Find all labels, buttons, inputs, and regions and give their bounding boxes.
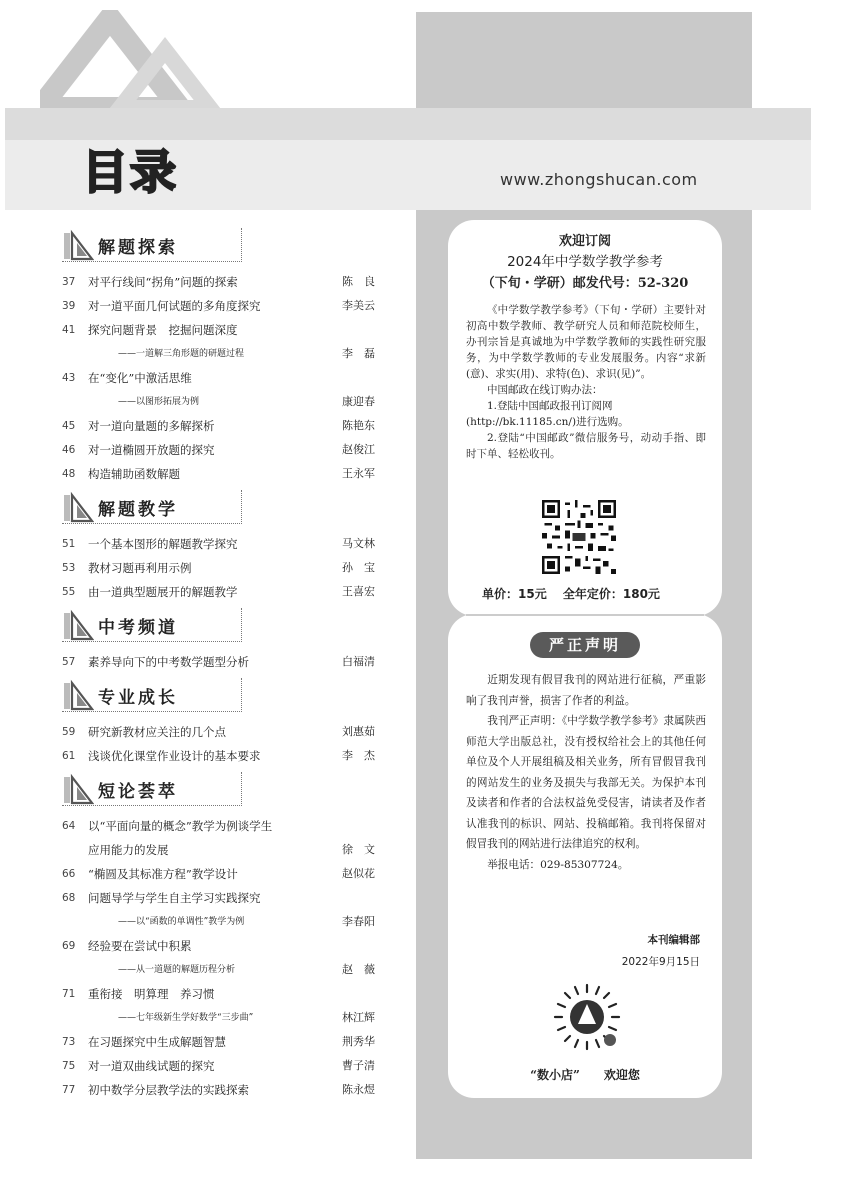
page-number: 57: [62, 656, 76, 668]
article-title: 由一道典型题展开的解题教学: [88, 585, 238, 599]
page-number: 59: [62, 726, 76, 738]
toc-entry[interactable]: [62, 910, 382, 934]
toc-entry[interactable]: [62, 1078, 382, 1102]
article-author: 白福清: [342, 655, 375, 668]
toc-entry[interactable]: [62, 982, 382, 1006]
journal-name: 2024年中学数学教学参考: [507, 254, 663, 270]
notice-date: 2022年9月15日: [621, 956, 700, 968]
price-info: 单价：15元 全年定价：180元: [482, 587, 660, 601]
article-title: 经验要在尝试中积累: [88, 939, 192, 953]
article-author: 曹子清: [342, 1059, 375, 1072]
article-title: ——从一道题的解题历程分析: [118, 965, 236, 975]
article-title: “椭圆及其标准方程”教学设计: [88, 867, 238, 881]
article-title: 应用能力的发展: [88, 843, 169, 857]
article-author: 徐 文: [342, 843, 375, 856]
article-author: 孙 宝: [342, 561, 375, 574]
article-title: 对一道椭圆开放题的探究: [88, 443, 215, 457]
toc-entry[interactable]: [62, 814, 382, 838]
article-author: 陈永煜: [342, 1083, 375, 1096]
page-number: 77: [62, 1084, 76, 1096]
article-title: 教材习题再利用示例: [88, 561, 192, 575]
notice-body: [466, 670, 706, 875]
article-author: 林江辉: [342, 1011, 375, 1024]
article-author: 李春阳: [342, 915, 375, 928]
article-author: 马文林: [342, 537, 375, 550]
page-number: 39: [62, 300, 76, 312]
section-title: 专业成长: [98, 688, 178, 708]
article-title: 对一道平面几何试题的多角度探究: [88, 299, 261, 313]
toc-entry[interactable]: [62, 390, 382, 414]
toc-entry[interactable]: [62, 886, 382, 910]
article-author: 荆秀华: [342, 1035, 375, 1048]
article-title: 初中数学分层教学法的实践探索: [88, 1083, 249, 1097]
page-number: 71: [62, 988, 76, 1000]
section-heading: [62, 608, 382, 642]
article-title: 问题导学与学生自主学习实践探究: [88, 891, 261, 905]
article-title: ——以图形拓展为例: [118, 397, 200, 407]
article-title: 重衔接 明算理 养习惯: [88, 987, 215, 1001]
article-author: 陈 良: [342, 275, 375, 288]
page-number: 55: [62, 586, 76, 598]
section-heading: [62, 490, 382, 524]
article-title: 以“平面向量的概念”教学为例谈学生: [88, 819, 273, 833]
article-author: 赵 薇: [342, 963, 375, 976]
toc-entry[interactable]: [62, 862, 382, 886]
subscribe-heading: 欢迎订阅: [558, 234, 611, 249]
toc-entry[interactable]: [62, 958, 382, 982]
toc-entry[interactable]: [62, 744, 382, 768]
shop-welcome: “数小店” 欢迎您: [530, 1068, 640, 1082]
article-author: 刘惠茹: [342, 725, 375, 738]
article-author: 李美云: [342, 299, 375, 312]
toc-entry[interactable]: [62, 532, 382, 556]
article-title: 研究新教材应关注的几个点: [88, 725, 226, 739]
notice-para2: 我刊严正声明：《中学数学教学参考》隶属陕西师范大学出版总社，没有授权给社会上的其他任何单位及个人开展组稿及相关业务，所有冒假冒我刊的网站发生的业务及损失与我部无关。为保护本刊及读者和作者的合法权益免受侵害，请读者及作者认准我刊的标识、网站、投稿邮箱。我刊将保留对假冒我刊的网站进行法律追究的权利。: [466, 715, 706, 850]
article-author: 康迎春: [342, 395, 375, 408]
toc-entry[interactable]: [62, 294, 382, 318]
subscribe-intro: 《中学数学教学参考》（下旬・学研）主要针对初高中数学教师、教学研究人员和师范院校师生，办刊宗旨是真诚地为中学数学教师的实践性研究服务，为中学数学教师的专业发展服务。内容“求新(意)、求实(用)、求特(色)、求识(见)”。: [466, 304, 706, 380]
notice-divider: [466, 614, 704, 616]
page-number: 53: [62, 562, 76, 574]
toc-entry[interactable]: [62, 720, 382, 744]
article-title: ——以“函数的单调性”教学为例: [118, 917, 245, 927]
page-number: 66: [62, 868, 76, 880]
article-title: ——七年级新生学好数学“三步曲”: [118, 1013, 254, 1023]
section-title: 解题教学: [98, 500, 178, 520]
article-title: 素养导向下的中考数学题型分析: [88, 655, 249, 669]
article-author: 李 磊: [342, 347, 375, 360]
page-number: 73: [62, 1036, 76, 1048]
article-author: 赵似花: [342, 867, 375, 880]
article-title: ——一道解三角形题的研题过程: [118, 349, 245, 359]
article-title: 探究问题背景 挖掘问题深度: [88, 323, 238, 337]
page-number: 37: [62, 276, 76, 288]
toc-entry[interactable]: [62, 556, 382, 580]
postal-code: （下旬・学研）邮发代号：52-320: [481, 276, 689, 291]
notice-para1: 近期发现有假冒我刊的网站进行征稿，严重影响了我刊声誉，损害了作者的利益。: [466, 674, 706, 707]
article-title: 浅谈优化课堂作业设计的基本要求: [88, 749, 261, 763]
subscribe-url[interactable]: (http://bk.11185.cn/)进行选购。: [466, 416, 629, 428]
notice-card: [448, 614, 722, 1098]
toc-entry[interactable]: [62, 318, 382, 342]
toc-entry[interactable]: [62, 650, 382, 674]
section-heading: [62, 772, 382, 806]
page-number: 64: [62, 820, 76, 832]
article-author: 陈艳东: [342, 419, 375, 432]
notice-heading-badge: 严正声明: [530, 632, 640, 658]
article-author: 李 杰: [342, 749, 375, 762]
page-number: 46: [62, 444, 76, 456]
page-number: 69: [62, 940, 76, 952]
toc-entry[interactable]: [62, 1054, 382, 1078]
subscribe-step1: 1.登陆中国邮政报刊订阅网: [487, 400, 613, 412]
section-heading: [62, 228, 382, 262]
article-title: 对一道双曲线试题的探究: [88, 1059, 215, 1073]
article-title: 在习题探究中生成解题智慧: [88, 1035, 226, 1049]
page-number: 61: [62, 750, 76, 762]
section-heading: [62, 678, 382, 712]
toc-entry[interactable]: [62, 934, 382, 958]
subscribe-method: 中国邮政在线订购办法：: [487, 384, 603, 396]
toc-entry[interactable]: [62, 838, 382, 862]
toc-entry[interactable]: [62, 1006, 382, 1030]
toc-entry[interactable]: [62, 462, 382, 486]
page-number: 68: [62, 892, 76, 904]
page-title: 目录: [82, 145, 178, 199]
toc-entry[interactable]: [62, 1030, 382, 1054]
subscription-card: [448, 220, 722, 616]
toc-entry[interactable]: [62, 342, 382, 366]
article-title: 一个基本图形的解题教学探究: [88, 537, 238, 551]
section-title: 短论荟萃: [98, 782, 178, 802]
page-number: 43: [62, 372, 76, 384]
subscribe-qr-code-icon[interactable]: [542, 500, 616, 574]
section-title: 中考频道: [98, 618, 178, 638]
article-author: 王永军: [342, 467, 375, 480]
page-number: 48: [62, 468, 76, 480]
article-title: 对平行线间“拐角”问题的探索: [88, 275, 238, 289]
subscribe-body: [466, 302, 706, 462]
article-title: 构造辅助函数解题: [88, 467, 180, 481]
article-title: 在“变化”中激活思维: [88, 371, 192, 385]
page-number: 45: [62, 420, 76, 432]
toc-entry[interactable]: [62, 414, 382, 438]
page-number: 51: [62, 538, 76, 550]
toc-entry[interactable]: [62, 580, 382, 604]
page-number: 75: [62, 1060, 76, 1072]
article-author: 赵俊江: [342, 443, 375, 456]
table-of-contents: [62, 224, 382, 1102]
toc-entry[interactable]: [62, 366, 382, 390]
toc-entry[interactable]: [62, 270, 382, 294]
article-title: 对一道向量题的多解探析: [88, 419, 215, 433]
notice-signature: 本刊编辑部: [647, 934, 700, 946]
website-url[interactable]: www.zhongshucan.com: [500, 170, 698, 189]
notice-phone: 举报电话：029-85307724。: [487, 858, 629, 871]
article-author: 王喜宏: [342, 585, 375, 598]
subscribe-step2: 2.登陆“中国邮政”微信服务号，动动手指、即时下单、轻松收刊。: [466, 432, 706, 460]
section-title: 解题探索: [98, 238, 178, 258]
toc-entry[interactable]: [62, 438, 382, 462]
page-number: 41: [62, 324, 76, 336]
triangle-logo-icon: [40, 10, 240, 110]
shop-mini-program-code-icon[interactable]: [552, 982, 622, 1052]
